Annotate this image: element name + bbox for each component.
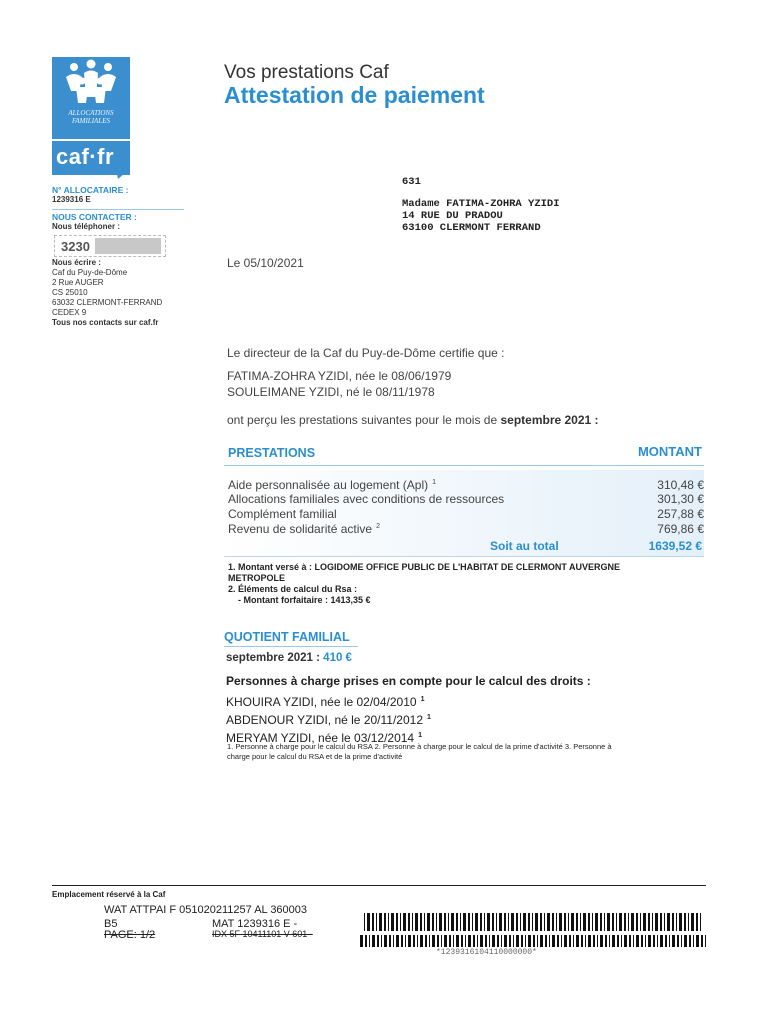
row-amount: 257,88 € (657, 507, 704, 521)
allocataire-block (52, 185, 128, 205)
total-label: Soit au total (490, 539, 559, 553)
beneficiaries (227, 368, 451, 400)
recipient-address (402, 198, 560, 234)
row-amount: 301,30 € (657, 492, 704, 506)
recipient-city: 63100 CLERMONT FERRAND (402, 222, 541, 234)
phone-label: Nous téléphoner : (52, 222, 121, 231)
header-title: Vos prestations Caf (224, 62, 389, 83)
footer-code-line1: WAT ATTPAI F 051020211257 AL 360003 (104, 904, 308, 916)
logo-line2: FAMILIALES (72, 117, 110, 125)
row-label: Aide personnalisée au logement (Apl) (228, 478, 429, 492)
row-amount: 769,86 € (657, 522, 704, 536)
footnotes (228, 562, 708, 606)
legend-line: charge pour le calcul du RSA et de la prime d'activité (227, 752, 403, 761)
table-divider (224, 556, 704, 557)
beneficiary: FATIMA-ZOHRA YZIDI, née le 08/06/1979 (227, 369, 452, 383)
total-amount: 1639,52 € (648, 539, 702, 553)
row-label: Complément familial (228, 507, 337, 521)
list-item (226, 710, 431, 728)
beneficiary: SOULEIMANE YZIDI, né le 08/11/1978 (227, 385, 435, 399)
row-footnote: 2 (376, 523, 380, 530)
page-title: Attestation de paiement (224, 82, 485, 108)
quotient-value: 410 € (323, 652, 352, 664)
child-footnote: 1 (418, 732, 423, 739)
phone-number[interactable]: 3230 (61, 239, 90, 254)
received-month: septembre 2021 : (500, 413, 599, 427)
table-row (228, 478, 706, 492)
footnote-2: 2. Éléments de calcul du Rsa : (228, 584, 358, 594)
caf-address-line: CEDEX 9 (52, 308, 87, 317)
footer-page: PAGE: 1/2 (104, 929, 156, 941)
child-name: ABDENOUR YZIDI, né le 20/11/2012 (226, 713, 423, 727)
legend-line: 1. Personne à charge pour le calcul du RSA 2. Personne à charge pour le calcul de la prime d'activité 3. Personne à (227, 742, 612, 751)
prestations-table (224, 470, 704, 556)
phone-box (54, 235, 166, 257)
allocataire-label: N° ALLOCATAIRE : (52, 185, 129, 195)
recipient-street: 14 RUE DU PRADOU (402, 210, 503, 222)
col-montant: MONTANT (637, 444, 702, 459)
caf-logo (52, 57, 130, 175)
quotient-underline (224, 646, 358, 647)
certify-text: Le directeur de la Caf du Puy-de-Dôme certifie que : (227, 346, 505, 360)
list-item (226, 692, 431, 710)
received-text (227, 413, 599, 427)
allocataire-number: 1239316 E (52, 195, 91, 204)
speech-tail-icon (116, 169, 130, 179)
table-row (228, 522, 706, 536)
footnote-2-detail: - Montant forfaitaire : 1413,35 € (238, 595, 371, 605)
caf-address-line: CS 25010 (52, 288, 88, 297)
write-label: Nous écrire : (52, 258, 101, 267)
child-footnote: 1 (427, 714, 431, 721)
family-logo-icon (52, 57, 130, 139)
recipient-name: Madame FATIMA-ZOHRA YZIDI (402, 198, 560, 210)
prestations-header (224, 443, 704, 466)
table-row (228, 507, 706, 521)
quotient-title: QUOTIENT FAMILIAL (224, 630, 350, 644)
row-label: Revenu de solidarité active (228, 522, 373, 536)
phone-cost-badge (95, 238, 161, 254)
logo-line1: ALLOCATIONS (68, 109, 114, 117)
footer-divider (52, 885, 706, 886)
charges-legend (227, 742, 717, 762)
contact-block (52, 212, 137, 232)
barcode-icon (364, 913, 704, 931)
contact-label: NOUS CONTACTER : (52, 212, 137, 222)
quotient-value-line (226, 652, 352, 664)
child-name: MERYAM YZIDI, née le 03/12/2014 (226, 731, 415, 745)
row-label: Allocations familiales avec conditions de ressources (228, 492, 505, 506)
child-footnote: 1 (420, 696, 425, 703)
charges-title: Personnes à charge prises en compte pour le calcul des droits : (226, 674, 591, 688)
barcode-lower-icon (360, 935, 706, 947)
received-prefix: ont perçu les prestations suivantes pour le mois de (227, 413, 501, 427)
barcode-number: *1239316104110000000* (436, 948, 537, 957)
caf-address-line: Caf du Puy-de-Dôme (52, 268, 128, 277)
write-block (52, 258, 162, 328)
recipient-code: 631 (402, 176, 421, 188)
quotient-month: septembre 2021 : (226, 652, 324, 664)
table-row (228, 492, 706, 506)
reserved-label: Emplacement réservé à la Caf (52, 890, 166, 899)
footer-code-b5: B5 (104, 918, 118, 930)
child-name: KHOUIRA YZIDI, née le 02/04/2010 (226, 695, 417, 709)
sidebar-divider (52, 209, 184, 210)
caf-fr-text: caf·fr (56, 144, 115, 169)
caf-fr-badge (52, 141, 130, 175)
document-date: Le 05/10/2021 (227, 256, 304, 270)
caf-address-line: 63032 CLERMONT-FERRAND (52, 298, 163, 307)
footnote-1: 1. Montant versé à : LOGIDOME OFFICE PUBLIC DE L'HABITAT DE CLERMONT AUVERGNE (228, 562, 620, 572)
contacts-link[interactable]: Tous nos contacts sur caf.fr (52, 318, 159, 327)
footer-code-idx: IDX 5F 10411101 V 601 - (212, 929, 313, 939)
col-prestations: PRESTATIONS (228, 446, 316, 460)
row-footnote: 1 (432, 479, 437, 486)
logo-text (52, 109, 130, 125)
children-list (226, 692, 431, 746)
caf-address-line: 2 Rue AUGER (52, 278, 104, 287)
row-amount: 310,48 € (657, 478, 704, 492)
footnote-1-cont: METROPOLE (228, 573, 286, 583)
footer-code-mat: MAT 1239316 E - (212, 918, 298, 930)
